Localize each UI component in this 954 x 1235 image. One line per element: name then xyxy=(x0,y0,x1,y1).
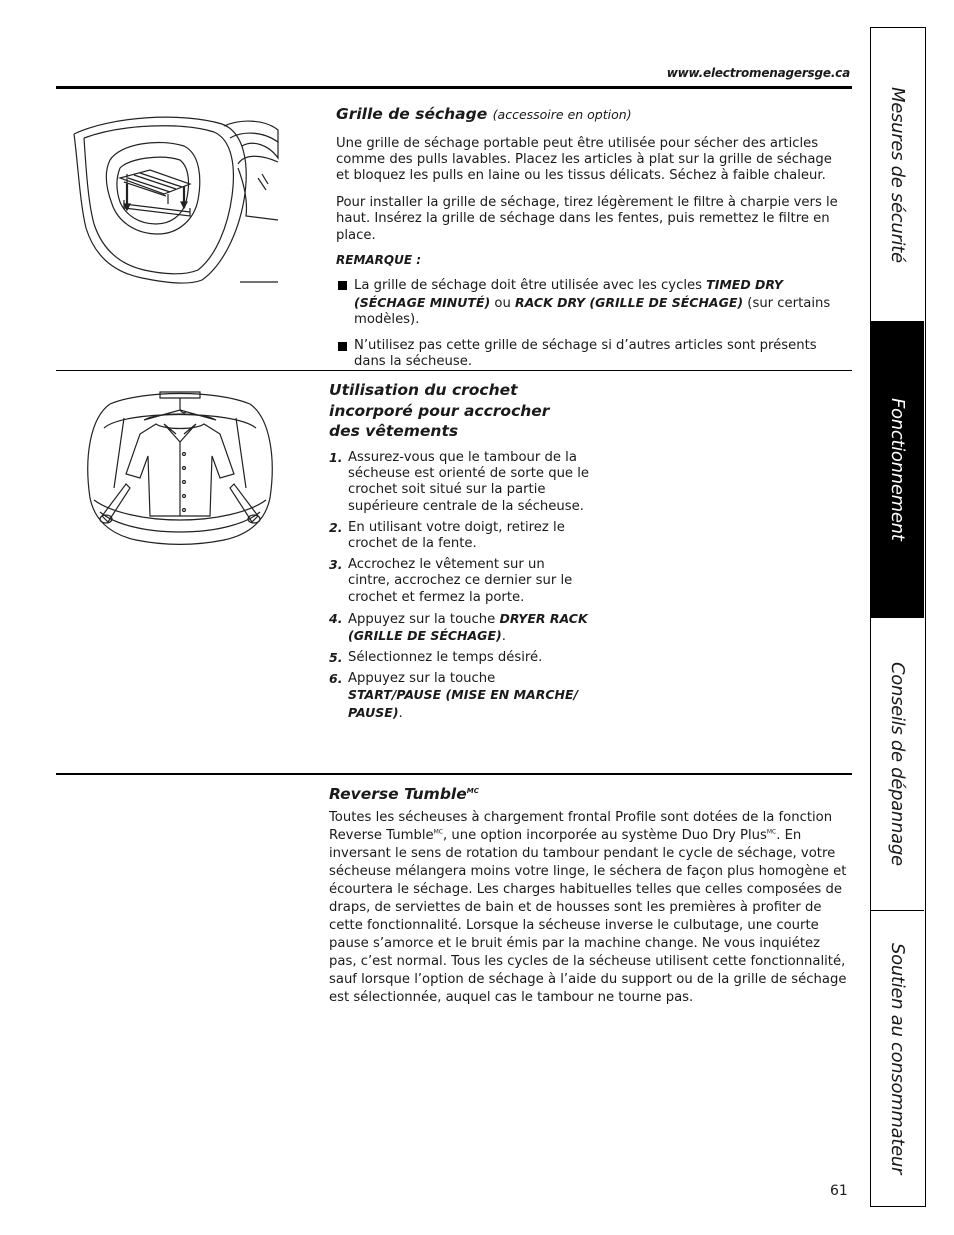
section-built-in-hook xyxy=(329,380,589,727)
tab-label: Soutien au consommateur xyxy=(887,942,908,1175)
bullet-text: N’utilisez pas cette grille de séchage si d’autres articles sont présents dans la sécheuse. xyxy=(354,337,817,369)
tab-soutien-au-consommateur[interactable] xyxy=(871,910,924,1206)
hanging-shirt-illustration xyxy=(84,388,276,548)
tab-mesures-de-securite[interactable] xyxy=(871,28,924,321)
section-heading: Utilisation du crochet incorporé pour accrocher des vêtements xyxy=(329,381,550,440)
section-rule xyxy=(56,773,852,775)
paragraph: Pour installer la grille de séchage, tirez légèrement le filtre à charpie vers le haut. Insérez la grille de séchage dans les fentes, puis remettez le filtre en place. xyxy=(336,194,838,243)
heading-subtext: (accessoire en option) xyxy=(492,107,632,122)
website-url: www.electromenagersge.ca xyxy=(666,66,850,80)
section-heading: Reverse Tumble$^{MC}$ xyxy=(329,785,479,803)
tab-label: Mesures de sécurité xyxy=(887,86,908,263)
section-drying-rack xyxy=(336,104,848,370)
tab-fonctionnement[interactable] xyxy=(871,321,924,617)
list-item: 1. Assurez-vous que le tambour de la sécheuse est orienté de sorte que le crochet soit situé sur la partie supérieure centrale de la sécheuse. xyxy=(329,449,590,514)
heading-text: Grille de séchage xyxy=(336,105,488,123)
tab-label: Fonctionnement xyxy=(887,397,908,541)
bullet-square-icon xyxy=(338,281,347,290)
bullet-text: La grille de séchage doit être utilisée avec les cycles TIMED DRY (SÉCHAGE MINUTÉ) ou RACK DRY (GRILLE DE SÉCHAGE) (sur certains modèles). xyxy=(354,277,831,328)
tab-conseils-de-depannage[interactable] xyxy=(871,617,924,910)
bullet-square-icon xyxy=(338,342,347,351)
list-item: 4. Appuyez sur la touche DRYER RACK (GRILLE DE SÉCHAGE). xyxy=(329,610,588,645)
note-heading: REMARQUE : xyxy=(336,252,422,267)
steps-list xyxy=(329,450,589,723)
paragraph: Toutes les sécheuses à chargement frontal Profile sont dotées de la fonction Reverse Tumble$^{MC}$, une option incorporée au système Duo Dry Plus$^{MC}$. En inversant le sens de rotation du tambour pendant le cycle de séchage, votre sécheuse mélangera moins votre linge, le séchera de façon plus homogène et écourtera le séchage. Les charges habituelles telles que celles composées de draps, de serviettes de bain et de housses sont les premières à profiter de cette fonctionnalité. Lorsque la sécheuse inverse le culbutage, une courte pause s’amorce et le bruit émis par la machine change. Ne vous inquiétez pas, c’est normal. Tous les cycles de la sécheuse utilisent cette fonctionnalité, sauf lorsque l’option de séchage à l’aide du support ou de la grille de séchage est sélectionnée, auquel cas le tambour ne tourne pas. xyxy=(329,809,847,1005)
section-rule xyxy=(56,370,852,371)
section-sidebar xyxy=(870,27,926,1207)
section-reverse-tumble xyxy=(329,784,849,1007)
list-item: 3. Accrochez le vêtement sur un cintre, accrochez ce dernier sur le crochet et fermez la porte. xyxy=(329,556,573,605)
list-item xyxy=(336,277,848,328)
header-rule xyxy=(56,86,852,89)
drying-rack-illustration xyxy=(72,104,282,286)
list-item: 5. Sélectionnez le temps désiré. xyxy=(329,649,543,665)
paragraph: Une grille de séchage portable peut être utilisée pour sécher des articles comme des pulls lavables. Placez les articles à plat sur la grille de séchage et bloquez les pulls en laine ou les tissus délicats. Séchez à faible chaleur. xyxy=(336,135,832,184)
tab-label: Conseils de dépannage xyxy=(887,662,908,866)
page-number: 61 xyxy=(830,1183,848,1199)
list-item: 6. Appuyez sur la touche START/PAUSE (MISE EN MARCHE/ PAUSE). xyxy=(329,670,579,721)
list-item: 2. En utilisant votre doigt, retirez le crochet de la fente. xyxy=(329,519,565,552)
list-item xyxy=(336,338,848,371)
section-heading xyxy=(336,104,848,126)
